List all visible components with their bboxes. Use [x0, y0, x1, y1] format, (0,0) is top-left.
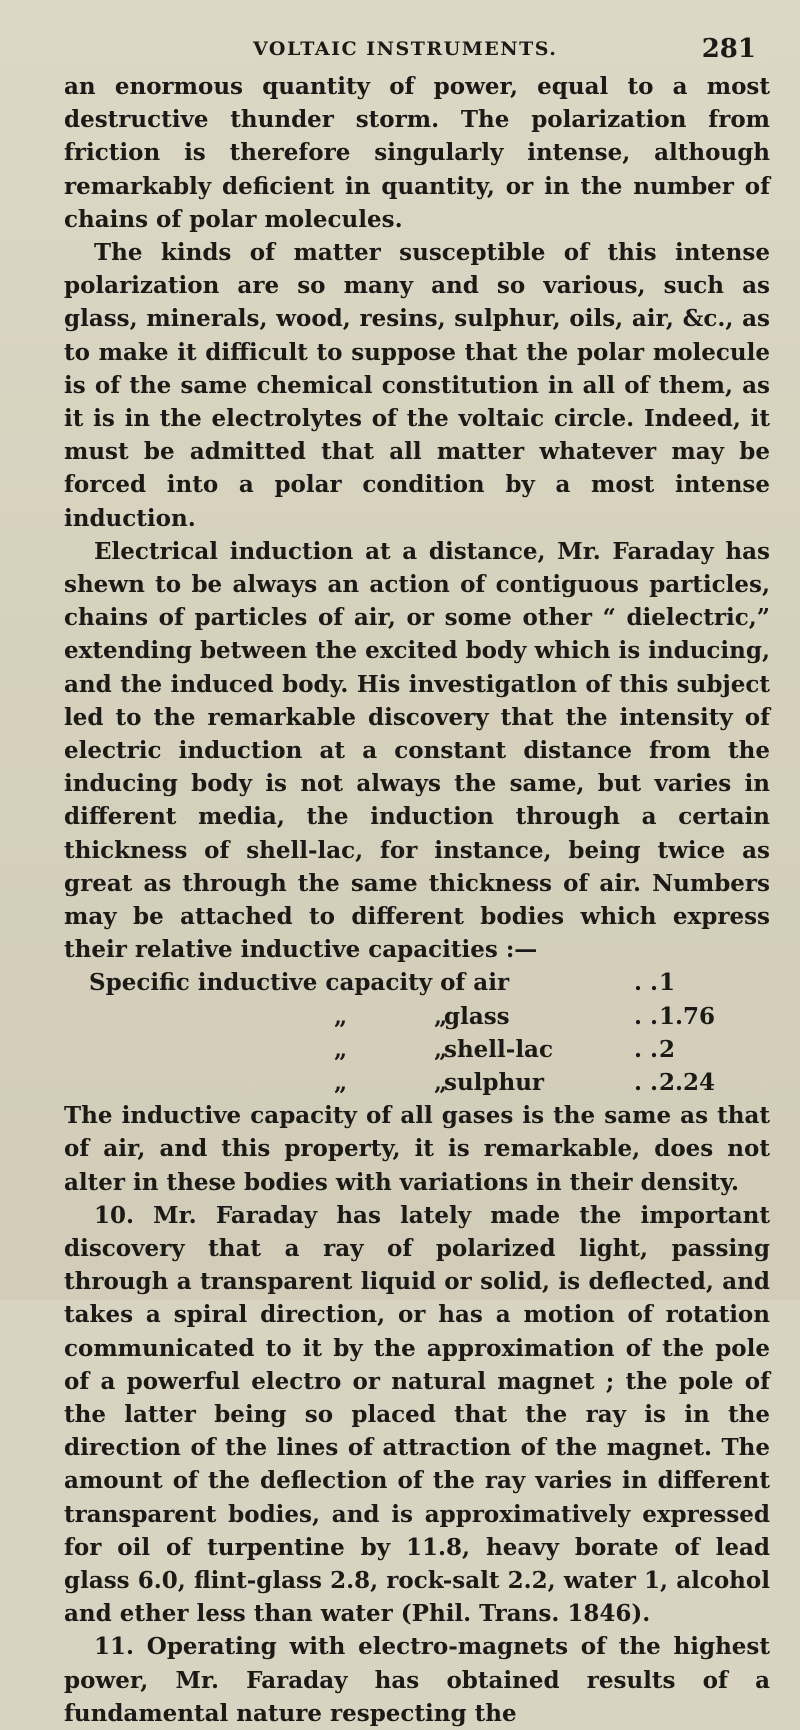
- paragraph: an enormous quantity of power, equal to a most destructive thunder storm. The polarization from friction is therefore singularly intense, although remarkably deficient in quantity, or in the number of chains of polar molecules.: [64, 73, 770, 233]
- ditto-mark: „: [334, 1002, 348, 1030]
- table-substance: sulphur: [444, 1069, 545, 1097]
- table-row: [64, 1066, 770, 1099]
- ditto-mark: „: [434, 1002, 448, 1030]
- table-row: [64, 966, 770, 999]
- paragraph: 11. Operating with electro-magnets of the highest power, Mr. Faraday has obtained results of a fundamental nature respecting the: [64, 1633, 770, 1727]
- page-header: [64, 30, 770, 70]
- table-value: 1: [659, 969, 676, 997]
- table-leader-dots: . .: [634, 1069, 659, 1097]
- table-substance: shell-lac: [444, 1035, 553, 1063]
- table-leader-dots: . .: [634, 1002, 659, 1030]
- table-value: 2: [659, 1035, 676, 1063]
- inductive-capacity-table: [64, 966, 770, 1099]
- ditto-mark: „: [334, 1069, 348, 1097]
- paragraph: The inductive capacity of all gases is the same as that of air, and this property, it is remarkable, does not alter in these bodies with variations in their density.: [64, 1102, 770, 1196]
- paragraph: The kinds of matter susceptible of this intense polarization are so many and so various, such as glass, minerals, wood, resins, sulphur, oils, air, &c., as to make it difficult to suppose that the polar molecule is of the same chemical constitution in all of them, as it is in the electrolytes of the voltaic circle. Indeed, it must be admitted that all matter whatever may be forced into a polar condition by a most intense induction.: [64, 239, 770, 532]
- table-label: Specific inductive capacity of air: [89, 969, 510, 997]
- table-leader-dots: . .: [634, 969, 659, 997]
- ditto-mark: „: [434, 1069, 448, 1097]
- table-value: 2.24: [659, 1069, 716, 1097]
- paragraph: Electrical induction at a distance, Mr. Faraday has shewn to be always an action of contiguous particles, chains of particles of air, or some other “ dielectric,” extending between the excited body which is inducing, and the induced body. His investigatlon of this subject led to the remarkable discovery that the intensity of electric induction at a constant distance from the inducing body is not always the same, but varies in different media, the induction through a certain thickness of shell-lac, for instance, being twice as great as through the same thickness of air. Numbers may be attached to different bodies which express their relative inductive capacities :—: [64, 537, 770, 964]
- ditto-mark: „: [334, 1035, 348, 1063]
- page-number: 281: [701, 34, 756, 64]
- table-row: [64, 1033, 770, 1066]
- ditto-mark: „: [434, 1035, 448, 1063]
- table-leader-dots: . .: [634, 1035, 659, 1063]
- running-title: VOLTAIC INSTRUMENTS.: [253, 38, 558, 60]
- table-value: 1.76: [659, 1002, 716, 1030]
- table-row: [64, 1000, 770, 1033]
- table-substance: glass: [444, 1002, 510, 1030]
- paragraph: 10. Mr. Faraday has lately made the important discovery that a ray of polarized light, passing through a transparent liquid or solid, is deflected, and takes a spiral direction, or has a motion of rotation communicated to it by the approximation of the pole of a powerful electro or natural magnet ; the pole of the latter being so placed that the ray is in the direction of the lines of attraction of the magnet. The amount of the deflection of the ray varies in different transparent bodies, and is approximatively expressed for oil of turpentine by 11.8, heavy borate of lead glass 6.0, flint-glass 2.8, rock-salt 2.2, water 1, alcohol and ether less than water (Phil. Trans. 1846).: [64, 1201, 770, 1628]
